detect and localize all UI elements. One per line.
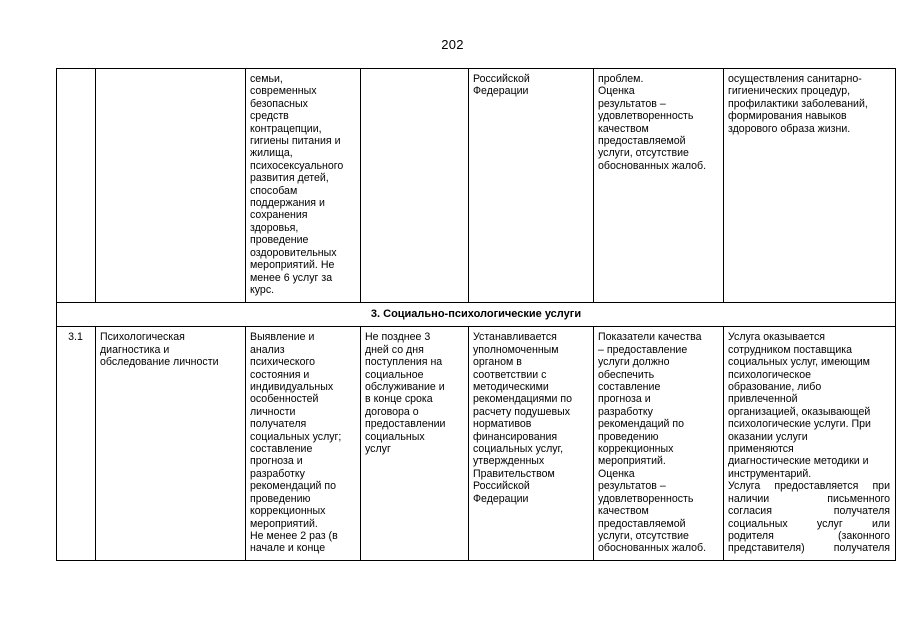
- cell-quality: [594, 327, 724, 561]
- cell-service-name: [96, 69, 246, 303]
- page-number: 202: [441, 37, 464, 52]
- text-line: качеством: [598, 505, 649, 518]
- text-line: мероприятий.: [250, 517, 318, 530]
- text-line: индивидуальных: [250, 381, 334, 394]
- text-line: разработку: [598, 405, 653, 418]
- text-line: проблем.: [598, 73, 644, 85]
- text-line: родителя (законного: [728, 529, 890, 542]
- text-line: в конце срока: [365, 393, 433, 406]
- text-line: Не позднее 3: [365, 331, 431, 344]
- cell-conditions: [724, 327, 896, 561]
- cell-cost: [469, 327, 594, 561]
- text-line: организацией, оказывающей: [728, 405, 871, 418]
- text-line: Выявление и: [250, 331, 315, 344]
- text-line: Услуга оказывается: [728, 331, 825, 344]
- text-line: проведению: [250, 492, 311, 505]
- text-line: рекомендаций по: [598, 418, 685, 431]
- text-line: социальных услуг,: [473, 443, 564, 456]
- text-line: согласия получателя: [728, 505, 890, 518]
- text-line: социальных: [365, 430, 425, 443]
- text-line: разработку: [250, 467, 305, 480]
- cell-service-content: [246, 69, 361, 303]
- text-line: поступления на: [365, 356, 443, 369]
- cell-cost: [469, 69, 594, 303]
- text-line: сотрудником поставщика: [728, 343, 853, 356]
- text-line: Устанавливается: [473, 331, 557, 344]
- cell-term: [361, 327, 469, 561]
- cell-quality: [594, 69, 724, 303]
- text-line: здоровья,: [250, 221, 299, 234]
- text-line: качеством: [598, 122, 649, 135]
- text-line: Федерации: [473, 492, 529, 505]
- text-line: услуги должно: [598, 356, 670, 369]
- text-line: Федерации: [473, 85, 529, 98]
- text-line: обоснованных жалоб.: [598, 542, 707, 555]
- text-line: получателя: [250, 418, 307, 431]
- text-line: личности: [250, 405, 296, 418]
- text-line: жилища,: [250, 147, 293, 160]
- social-services-table: [56, 68, 896, 561]
- text-line: органом в: [473, 356, 522, 369]
- text-line: прогноза и: [250, 455, 303, 468]
- continued-table-row: [57, 69, 896, 303]
- text-line: составление: [250, 443, 313, 456]
- cell-service-name: [96, 327, 246, 561]
- text-line: психологическое: [728, 368, 812, 381]
- text-line: социальных услуг или: [728, 517, 890, 530]
- text-line: анализ: [250, 343, 285, 356]
- text-line: безопасных: [250, 97, 308, 110]
- text-line: особенностей: [250, 393, 319, 406]
- text-line: состояния и: [250, 368, 310, 381]
- text-line: оздоровительных: [250, 246, 337, 259]
- text-line: услуги, отсутствие: [598, 147, 689, 160]
- text-line: утвержденных: [473, 455, 545, 468]
- cell-term: [361, 69, 469, 303]
- text-line: оказании услуги: [728, 430, 808, 443]
- text-line: социальное: [365, 368, 424, 381]
- text-line: психического: [250, 356, 316, 369]
- text-line: психологические услуги. При: [728, 418, 871, 431]
- text-line: профилактики заболеваний,: [728, 97, 868, 110]
- text-line: сохранения: [250, 209, 308, 222]
- text-line: Российской: [473, 480, 530, 493]
- text-line: результатов –: [598, 97, 666, 110]
- text-line: уполномоченным: [473, 343, 559, 356]
- text-line: проведению: [598, 430, 659, 443]
- text-line: удовлетворенность: [598, 492, 694, 505]
- text-line: современных: [250, 85, 317, 98]
- text-line: обоснованных жалоб.: [598, 159, 707, 172]
- text-line: мероприятий.: [598, 455, 666, 468]
- text-line: проведение: [250, 234, 309, 247]
- text-line: Не менее 2 раз (в: [250, 529, 338, 542]
- text-line: поддержания и: [250, 197, 325, 210]
- text-line: нормативов: [473, 418, 532, 431]
- text-line: начале и конце: [250, 542, 326, 555]
- text-line: гигиены питания и: [250, 135, 341, 148]
- cell-service-content: [246, 327, 361, 561]
- text-line: договора о: [365, 405, 419, 418]
- text-line: дней со дня: [365, 343, 424, 356]
- text-line: результатов –: [598, 480, 666, 493]
- text-line: Услуга предоставляется при: [728, 480, 890, 493]
- text-line: прогноза и: [598, 393, 651, 406]
- text-line: составление: [598, 381, 661, 394]
- text-line: Психологическая: [100, 331, 185, 344]
- text-line: социальных услуг;: [250, 430, 342, 443]
- text-line: Оценка: [598, 467, 635, 480]
- text-line: мероприятий. Не: [250, 259, 335, 272]
- text-line: социальных услуг, имеющим: [728, 356, 870, 369]
- text-line: обслуживание и: [365, 381, 445, 394]
- text-line: расчету подушевых: [473, 405, 571, 418]
- text-line: Показатели качества: [598, 331, 702, 344]
- text-line: коррекционных: [598, 443, 674, 456]
- text-line: формирования навыков: [728, 110, 847, 123]
- text-line: осуществления санитарно-: [728, 73, 862, 85]
- text-line: предоставлении: [365, 418, 446, 431]
- text-line: здорового образа жизни.: [728, 122, 851, 135]
- text-line: привлеченной: [728, 393, 798, 406]
- text-line: – предоставление: [598, 343, 688, 356]
- text-line: предоставляемой: [598, 517, 686, 530]
- section-header-row: [57, 303, 896, 327]
- text-line: услуги, отсутствие: [598, 529, 689, 542]
- text-line: образование, либо: [728, 381, 822, 394]
- text-line: менее 6 услуг за: [250, 271, 333, 284]
- text-line: Оценка: [598, 85, 635, 98]
- text-line: рекомендаций по: [250, 480, 337, 493]
- text-line: способам: [250, 184, 298, 197]
- text-line: инструментарий.: [728, 467, 812, 480]
- text-line: семьи,: [250, 73, 283, 85]
- text-line: обеспечить: [598, 368, 655, 381]
- text-line: применяются: [728, 443, 794, 456]
- cell-number: [57, 69, 96, 303]
- text-line: развития детей,: [250, 172, 329, 185]
- text-line: средств: [250, 110, 289, 123]
- text-line: наличии письменного: [728, 492, 890, 505]
- text-line: Правительством: [473, 467, 555, 480]
- text-line: контрацепции,: [250, 122, 322, 135]
- text-line: гигиенических процедур,: [728, 85, 851, 98]
- text-line: услуг: [365, 443, 391, 456]
- cell-number: 3.1: [57, 327, 96, 561]
- section-title: 3. Социально-психологические услуги: [57, 303, 896, 327]
- text-line: обследование личности: [100, 356, 219, 369]
- text-line: курс.: [250, 283, 275, 296]
- text-line: диагностика и: [100, 343, 170, 356]
- text-line: финансирования: [473, 430, 558, 443]
- text-line: коррекционных: [250, 505, 326, 518]
- text-line: методическими: [473, 381, 549, 394]
- text-line: Российской: [473, 73, 530, 85]
- text-line: диагностические методики и: [728, 455, 869, 468]
- table-row: [57, 327, 896, 561]
- text-line: рекомендациями по: [473, 393, 573, 406]
- text-line: предоставляемой: [598, 135, 686, 148]
- cell-conditions: [724, 69, 896, 303]
- text-line: психосексуального: [250, 159, 344, 172]
- text-line: соответствии с: [473, 368, 547, 381]
- text-line: удовлетворенность: [598, 110, 694, 123]
- text-line: представителя) получателя: [728, 542, 890, 555]
